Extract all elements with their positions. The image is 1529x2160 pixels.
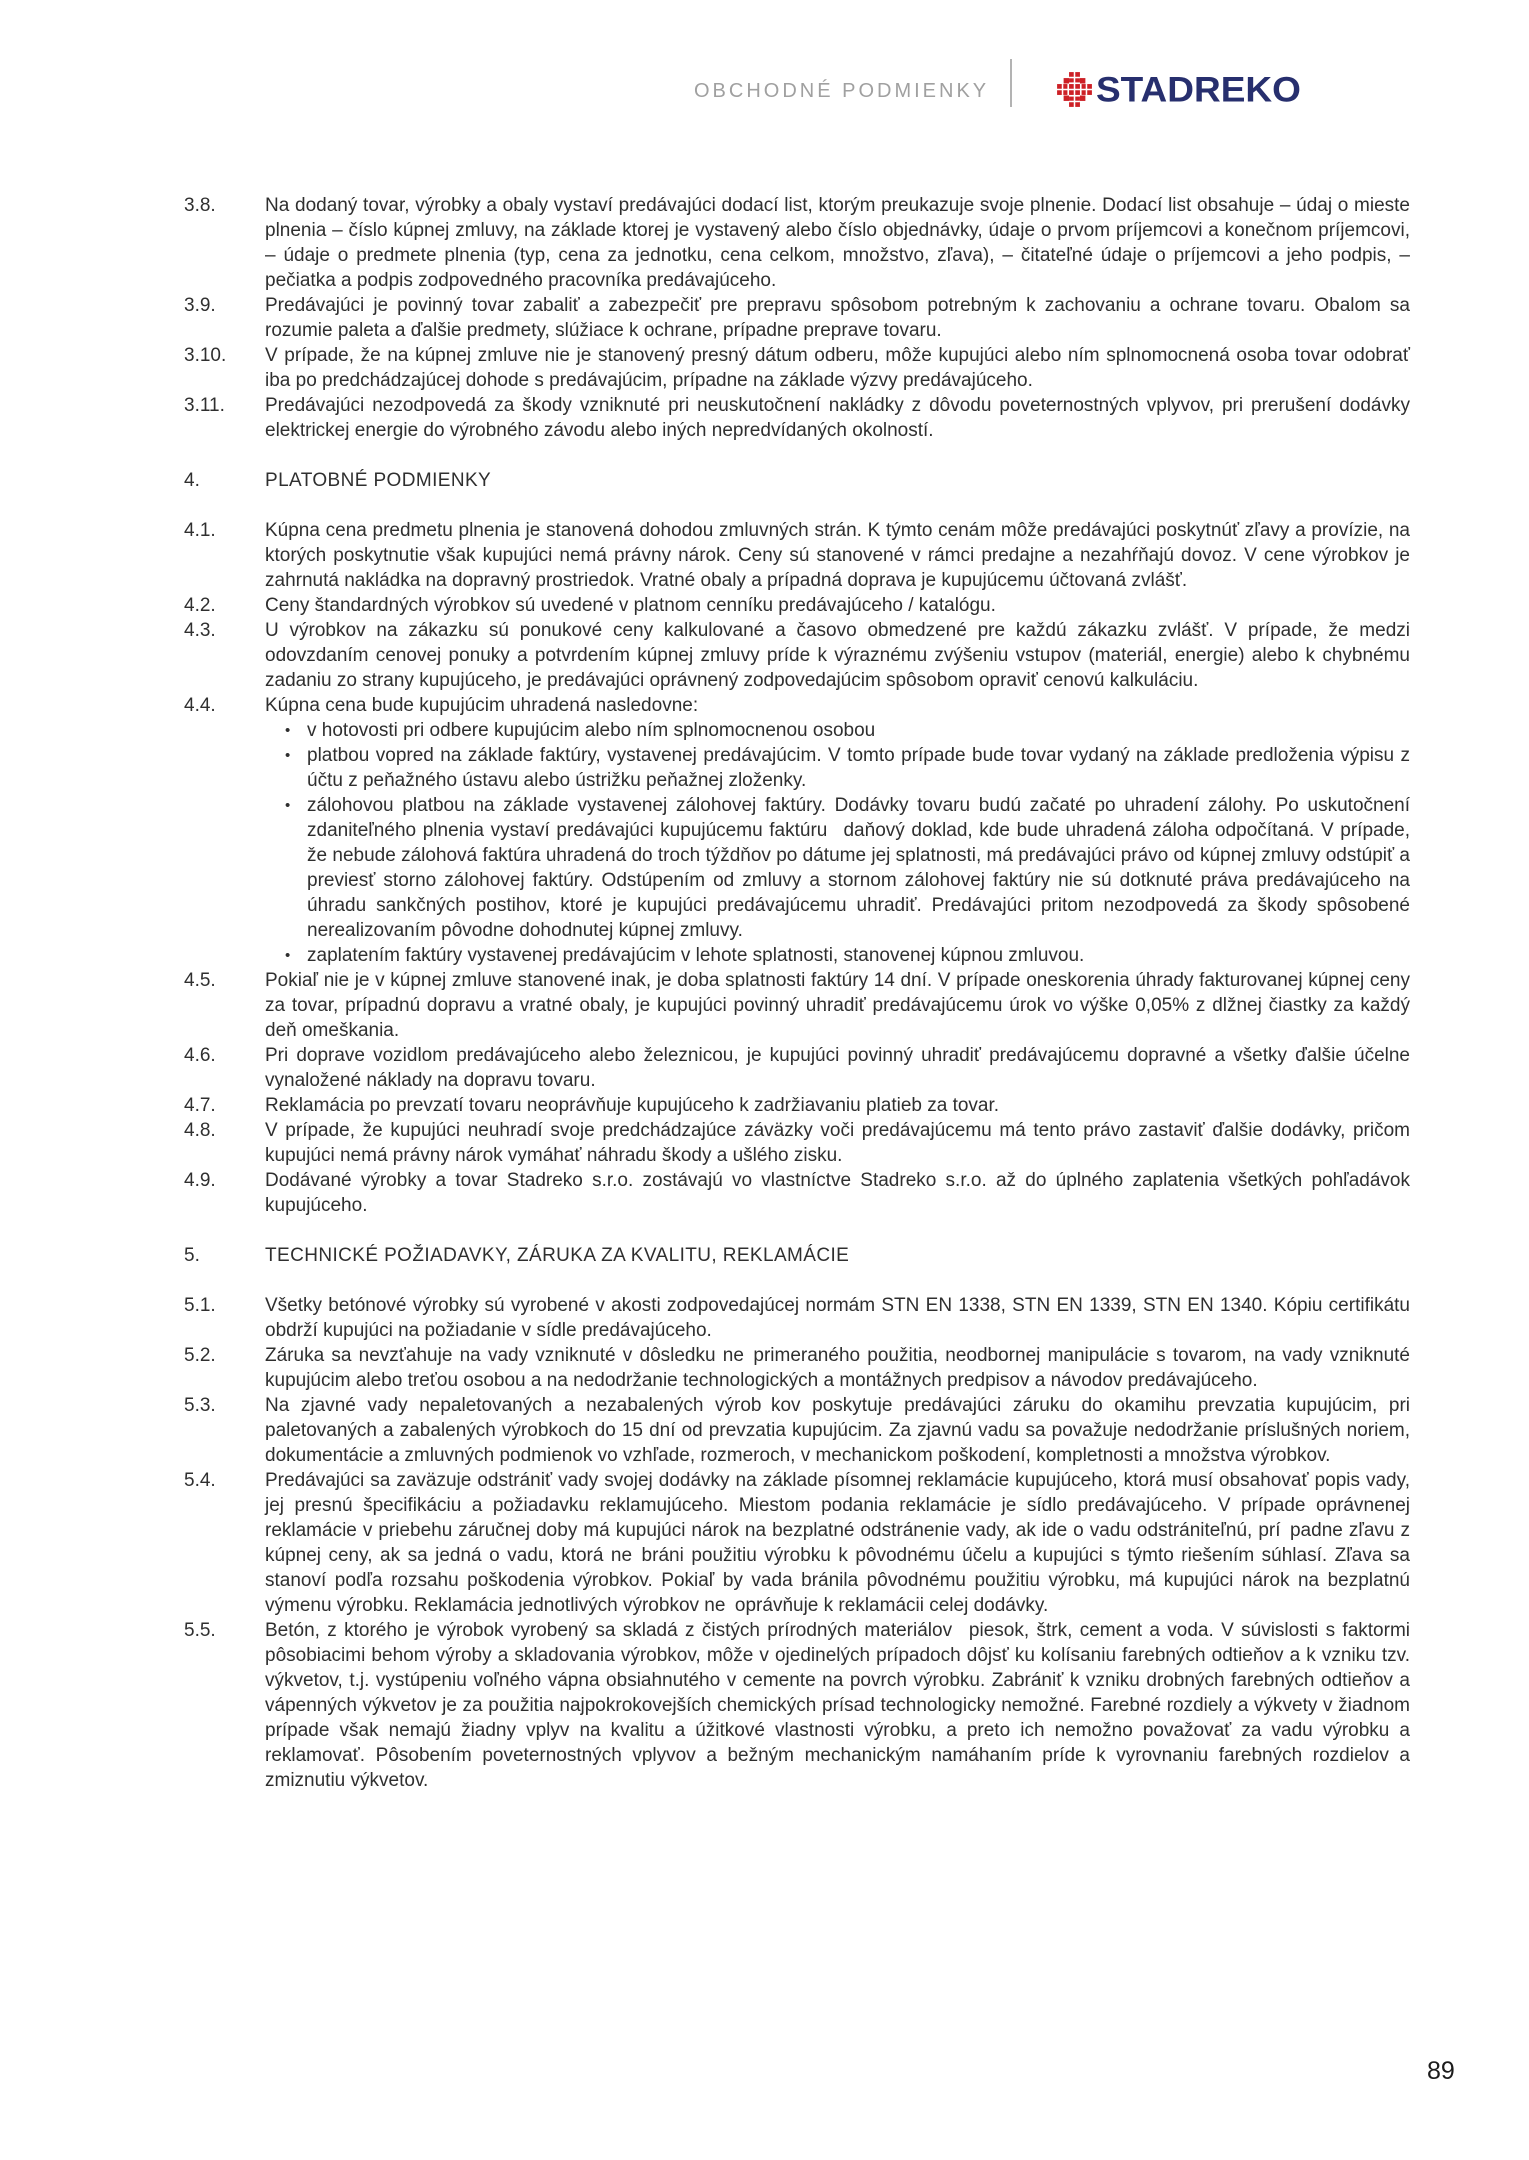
section-item: [184, 1118, 1410, 1168]
section-item: [184, 518, 1410, 593]
section-text: PLATOBNÉ PODMIENKY: [265, 470, 492, 491]
section-text: Záruka sa nevzťahuje na vady vzniknuté v dôsledku ne primeraného použitia, neodbornej manipulácie s tovarom, na vady vzniknuté kupujúcim alebo treťou osobou a na nedodržanie technologických a montážnych predpisov a návodov predávajúceho.: [265, 1345, 1410, 1391]
section-text: Reklamácia po prevzatí tovaru neoprávňuje kupujúceho k zadržiavaniu platieb za tovar.: [265, 1095, 1000, 1116]
section-text: Kúpna cena bude kupujúcim uhradená nasledovne:: [265, 695, 699, 716]
section-number: 5.2.: [184, 1345, 216, 1366]
section-number: 4.7.: [184, 1095, 216, 1116]
section-text: V prípade, že kupujúci neuhradí svoje predchádzajúce záväzky voči predávajúcemu má tento právo zastaviť ďalšie dodávky, pričom kupujúci nemá právny nárok vymáhať náhradu škody a ušlého zisku.: [265, 1120, 1410, 1166]
bullet-icon: •: [285, 747, 291, 764]
section-number: 5.1.: [184, 1295, 216, 1316]
section-text: TECHNICKÉ POŽIADAVKY, ZÁRUKA ZA KVALITU, REKLAMÁCIE: [265, 1245, 850, 1266]
section-heading: [184, 468, 1410, 493]
section-item: [184, 193, 1410, 293]
section-number: 3.9.: [184, 295, 216, 316]
section-item: [184, 1468, 1410, 1618]
stadreko-wordmark: STADREKO: [1096, 69, 1301, 109]
section-item: [184, 1618, 1410, 1793]
section-number: 4.8.: [184, 1120, 216, 1141]
section-number: 4.5.: [184, 970, 216, 991]
bullet-list: [265, 718, 1410, 968]
bullet-icon: •: [285, 947, 291, 964]
section-item: [184, 1093, 1410, 1118]
bullet-text: platbou vopred na základe faktúry, vystavenej predávajúcim. V tomto prípade bude tovar vydaný na základe predloženia výpisu z účtu z peňažného ústavu alebo ústrižku peňažnej zloženky.: [307, 745, 1410, 791]
section-number: 5.3.: [184, 1395, 216, 1416]
section-text: Pokiaľ nie je v kúpnej zmluve stanovené inak, je doba splatnosti faktúry 14 dní. V prípade oneskorenia úhrady fakturovanej kúpnej ceny za tovar, prípadnú dopravu a vratné obaly, je kupujúci povinný uhradiť predávajúcemu úrok vo výške 0,05% z dlžnej čiastky za každý deň omeškania.: [265, 970, 1410, 1041]
section-item: [184, 693, 1410, 968]
section-number: 4.9.: [184, 1170, 216, 1191]
section-number: 5.4.: [184, 1470, 216, 1491]
section-number: 3.8.: [184, 195, 216, 216]
terms-body: [184, 193, 1410, 1793]
page-header-title: OBCHODNÉ PODMIENKY: [694, 80, 990, 102]
section-number: 4.2.: [184, 595, 216, 616]
section-item: [184, 393, 1410, 443]
section-number: 4.1.: [184, 520, 216, 541]
section-item: [184, 1343, 1410, 1393]
section-text: Dodávané výrobky a tovar Stadreko s.r.o. zostávajú vo vlastníctve Stadreko s.r.o. až do úplného zaplatenia všetkých pohľadávok kupujúceho.: [265, 1170, 1410, 1216]
section-item: [184, 618, 1410, 693]
section-number: 3.10.: [184, 345, 227, 366]
bullet-text: zaplatením faktúry vystavenej predávajúcim v lehote splatnosti, stanovenej kúpnou zmluvou.: [307, 945, 1085, 966]
section-text: Všetky betónové výrobky sú vyrobené v akosti zodpovedajúcej normám STN EN 1338, STN EN 1339, STN EN 1340. Kópiu certifikátu obdrží kupujúci na požiadanie v sídle predávajúceho.: [265, 1295, 1410, 1341]
section-number: 3.11.: [184, 395, 225, 416]
bullet-icon: •: [285, 797, 291, 814]
stadreko-cross-icon: [1056, 71, 1093, 108]
section-text: Pri doprave vozidlom predávajúceho alebo železnicou, je kupujúci povinný uhradiť predávajúcemu dopravné a všetky ďalšie účelne vynaložené náklady na dopravu tovaru.: [265, 1045, 1410, 1091]
section-text: Na dodaný tovar, výrobky a obaly vystaví predávajúci dodací list, ktorým preukazuje svoje plnenie. Dodací list obsahuje – údaj o mieste plnenia – číslo kúpnej zmluvy, na základe ktorej je vystavený alebo číslo objednávky, údaje o prvom príjemcovi a konečnom príjemcovi, – údaje o predmete plnenia (typ, cena za jednotku, cena celkom, množstvo, zľava), – čitateľné údaje o príjemcovi a jeho podpis, – pečiatka a podpis zodpovedného pracovníka predávajúceho.: [265, 195, 1410, 291]
section-text: Na zjavné vady nepaletovaných a nezabalených výrob kov poskytuje predávajúci záruku do okamihu prevzatia kupujúcim, pri paletovaných a zabalených výrobkoch do 15 dní od prevzatia kupujúcim. Za zjavnú vadu sa považuje nedodržanie príslušných noriem, dokumentácie a zmluvných podmienok vo vzhľade, rozmeroch, v mechanickom poškodení, kompletnosti a množstva výrobkov.: [265, 1395, 1410, 1466]
section-text: Betón, z ktorého je výrobok vyrobený sa skladá z čistých prírodných materiálov piesok, štrk, cement a voda. V súvislosti s faktormi pôsobiacimi behom výroby a skladovania výrobkov, môže v ojedinelých prípadoch dôjsť ku kolísaniu farebných odtieňov a k vzniku tzv. výkvetov, t.j. vystúpeniu voľného vápna obsiahnutého v cemente na povrch výrobku. Zabrániť k vzniku drobných farebných odtieňov a vápenných výkvetov je za použitia najpokrokovejších chemických prísad technologicky nemožné. Farebné rozdiely a výkvety v žiadnom prípade však nemajú žiadny vplyv na kvalitu a úžitkové vlastnosti výrobku, a preto ich nemožno považovať za vadu výrobku a reklamovať. Pôsobením poveternostných vplyvov a bežným mechanickým namáhaním príde k vyrovnaniu farebných rozdielov a zmiznutiu výkvetov.: [265, 1620, 1410, 1791]
bullet-item: [285, 743, 1410, 793]
section-item: [184, 1293, 1410, 1343]
section-number: 4.: [184, 470, 200, 491]
section-text: Predávajúci je povinný tovar zabaliť a zabezpečiť pre prepravu spôsobom potrebným k zachovaniu a ochrane tovaru. Obalom sa rozumie paleta a ďalšie predmety, slúžiace k ochrane, prípadne preprave tovaru.: [265, 295, 1410, 341]
section-text: U výrobkov na zákazku sú ponukové ceny kalkulované a časovo obmedzené pre každú zákazku zvlášť. V prípade, že medzi odovzdaním cenovej ponuky a potvrdením kúpnej zmluvy príde k výraznému zvýšeniu vstupov (materiál, energie) alebo k chybnému zadaniu zo strany kupujúceho, je predávajúci oprávnený zodpovedajúcim spôsobom opraviť cenovú kalkuláciu.: [265, 620, 1410, 691]
section-number: 5.: [184, 1245, 200, 1266]
stadreko-logo: [1056, 69, 1301, 109]
section-number: 4.3.: [184, 620, 216, 641]
section-item: [184, 293, 1410, 343]
section-item: [184, 1043, 1410, 1093]
page-number: 89: [1427, 2057, 1455, 2085]
section-item: [184, 968, 1410, 1043]
section-text: V prípade, že na kúpnej zmluve nie je stanovený presný dátum odberu, môže kupujúci alebo ním splnomocnená osoba tovar odobrať iba po predchádzajúcej dohode s predávajúcim, prípadne na základe výzvy predávajúceho.: [265, 345, 1410, 391]
section-number: 4.4.: [184, 695, 216, 716]
section-item: [184, 343, 1410, 393]
section-heading: [184, 1243, 1410, 1268]
section-item: [184, 1168, 1410, 1218]
bullet-item: [285, 943, 1410, 968]
bullet-item: [285, 793, 1410, 943]
header-divider: [1010, 59, 1012, 107]
section-text: Predávajúci nezodpovedá za škody vzniknuté pri neuskutočnení nakládky z dôvodu poveternostných vplyvov, pri prerušení dodávky elektrickej energie do výrobného závodu alebo iných nepredvídaných okolností.: [265, 395, 1410, 441]
section-text: Kúpna cena predmetu plnenia je stanovená dohodou zmluvných strán. K týmto cenám môže predávajúci poskytnúť zľavy a provízie, na ktorých poskytnutie však kupujúci nemá právny nárok. Ceny sú stanovené v rámci predajne a nezahŕňajú dovoz. V cene výrobkov je zahrnutá nakládka na dopravný prostriedok. Vratné obaly a prípadná doprava je kupujúcemu účtovaná zvlášť.: [265, 520, 1410, 591]
bullet-item: [285, 718, 1410, 743]
section-number: 5.5.: [184, 1620, 216, 1641]
bullet-icon: •: [285, 722, 291, 739]
bullet-text: v hotovosti pri odbere kupujúcim alebo ním splnomocnenou osobou: [307, 720, 876, 741]
section-item: [184, 593, 1410, 618]
section-text: Predávajúci sa zaväzuje odstrániť vady svojej dodávky na základe písomnej reklamácie kupujúceho, ktorá musí obsahovať popis vady, jej presnú špecifikáciu a požiadavku reklamujúceho. Miestom podania reklamácie je sídlo predávajúceho. V prípade oprávnenej reklamácie v priebehu záručnej doby má kupujúci nárok na bezplatné odstránenie vady, ak ide o vadu odstrániteľnú, prí padne zľavu z kúpnej ceny, ak sa jedná o vadu, ktorá ne bráni použitiu výrobku k pôvodnému účelu a kupujúci s týmto riešením súhlasí. Zľava sa stanoví podľa rozsahu poškodenia výrobkov. Pokiaľ by vada bránila pôvodnému použitiu výrobku, má kupujúci nárok na bezplatnú výmenu výrobku. Reklamácia jednotlivých výrobkov ne oprávňuje k reklamácii celej dodávky.: [265, 1470, 1410, 1616]
section-text: Ceny štandardných výrobkov sú uvedené v platnom cenníku predávajúceho / katalógu.: [265, 595, 996, 616]
bullet-text: zálohovou platbou na základe vystavenej zálohovej faktúry. Dodávky tovaru budú začaté po uhradení zálohy. Po uskutočnení zdaniteľného plnenia vystaví predávajúci kupujúcemu faktúru daňový doklad, kde bude uhradená záloha odpočítaná. V prípade, že nebude zálohová faktúra uhradená do troch týždňov po dátume jej splatnosti, má predávajúci právo od kúpnej zmluvy odstúpiť a previesť storno zálohovej faktúry. Odstúpením od zmluvy a stornom zálohovej faktúry nie sú dotknuté práva predávajúceho na úhradu sankčných postihov, ktoré je kupujúci predávajúcemu uhradiť. Predávajúci pritom nezodpovedá za škody spôsobené nerealizovaním pôvodne dohodnutej kúpnej zmluvy.: [307, 795, 1410, 941]
section-number: 4.6.: [184, 1045, 216, 1066]
section-item: [184, 1393, 1410, 1468]
